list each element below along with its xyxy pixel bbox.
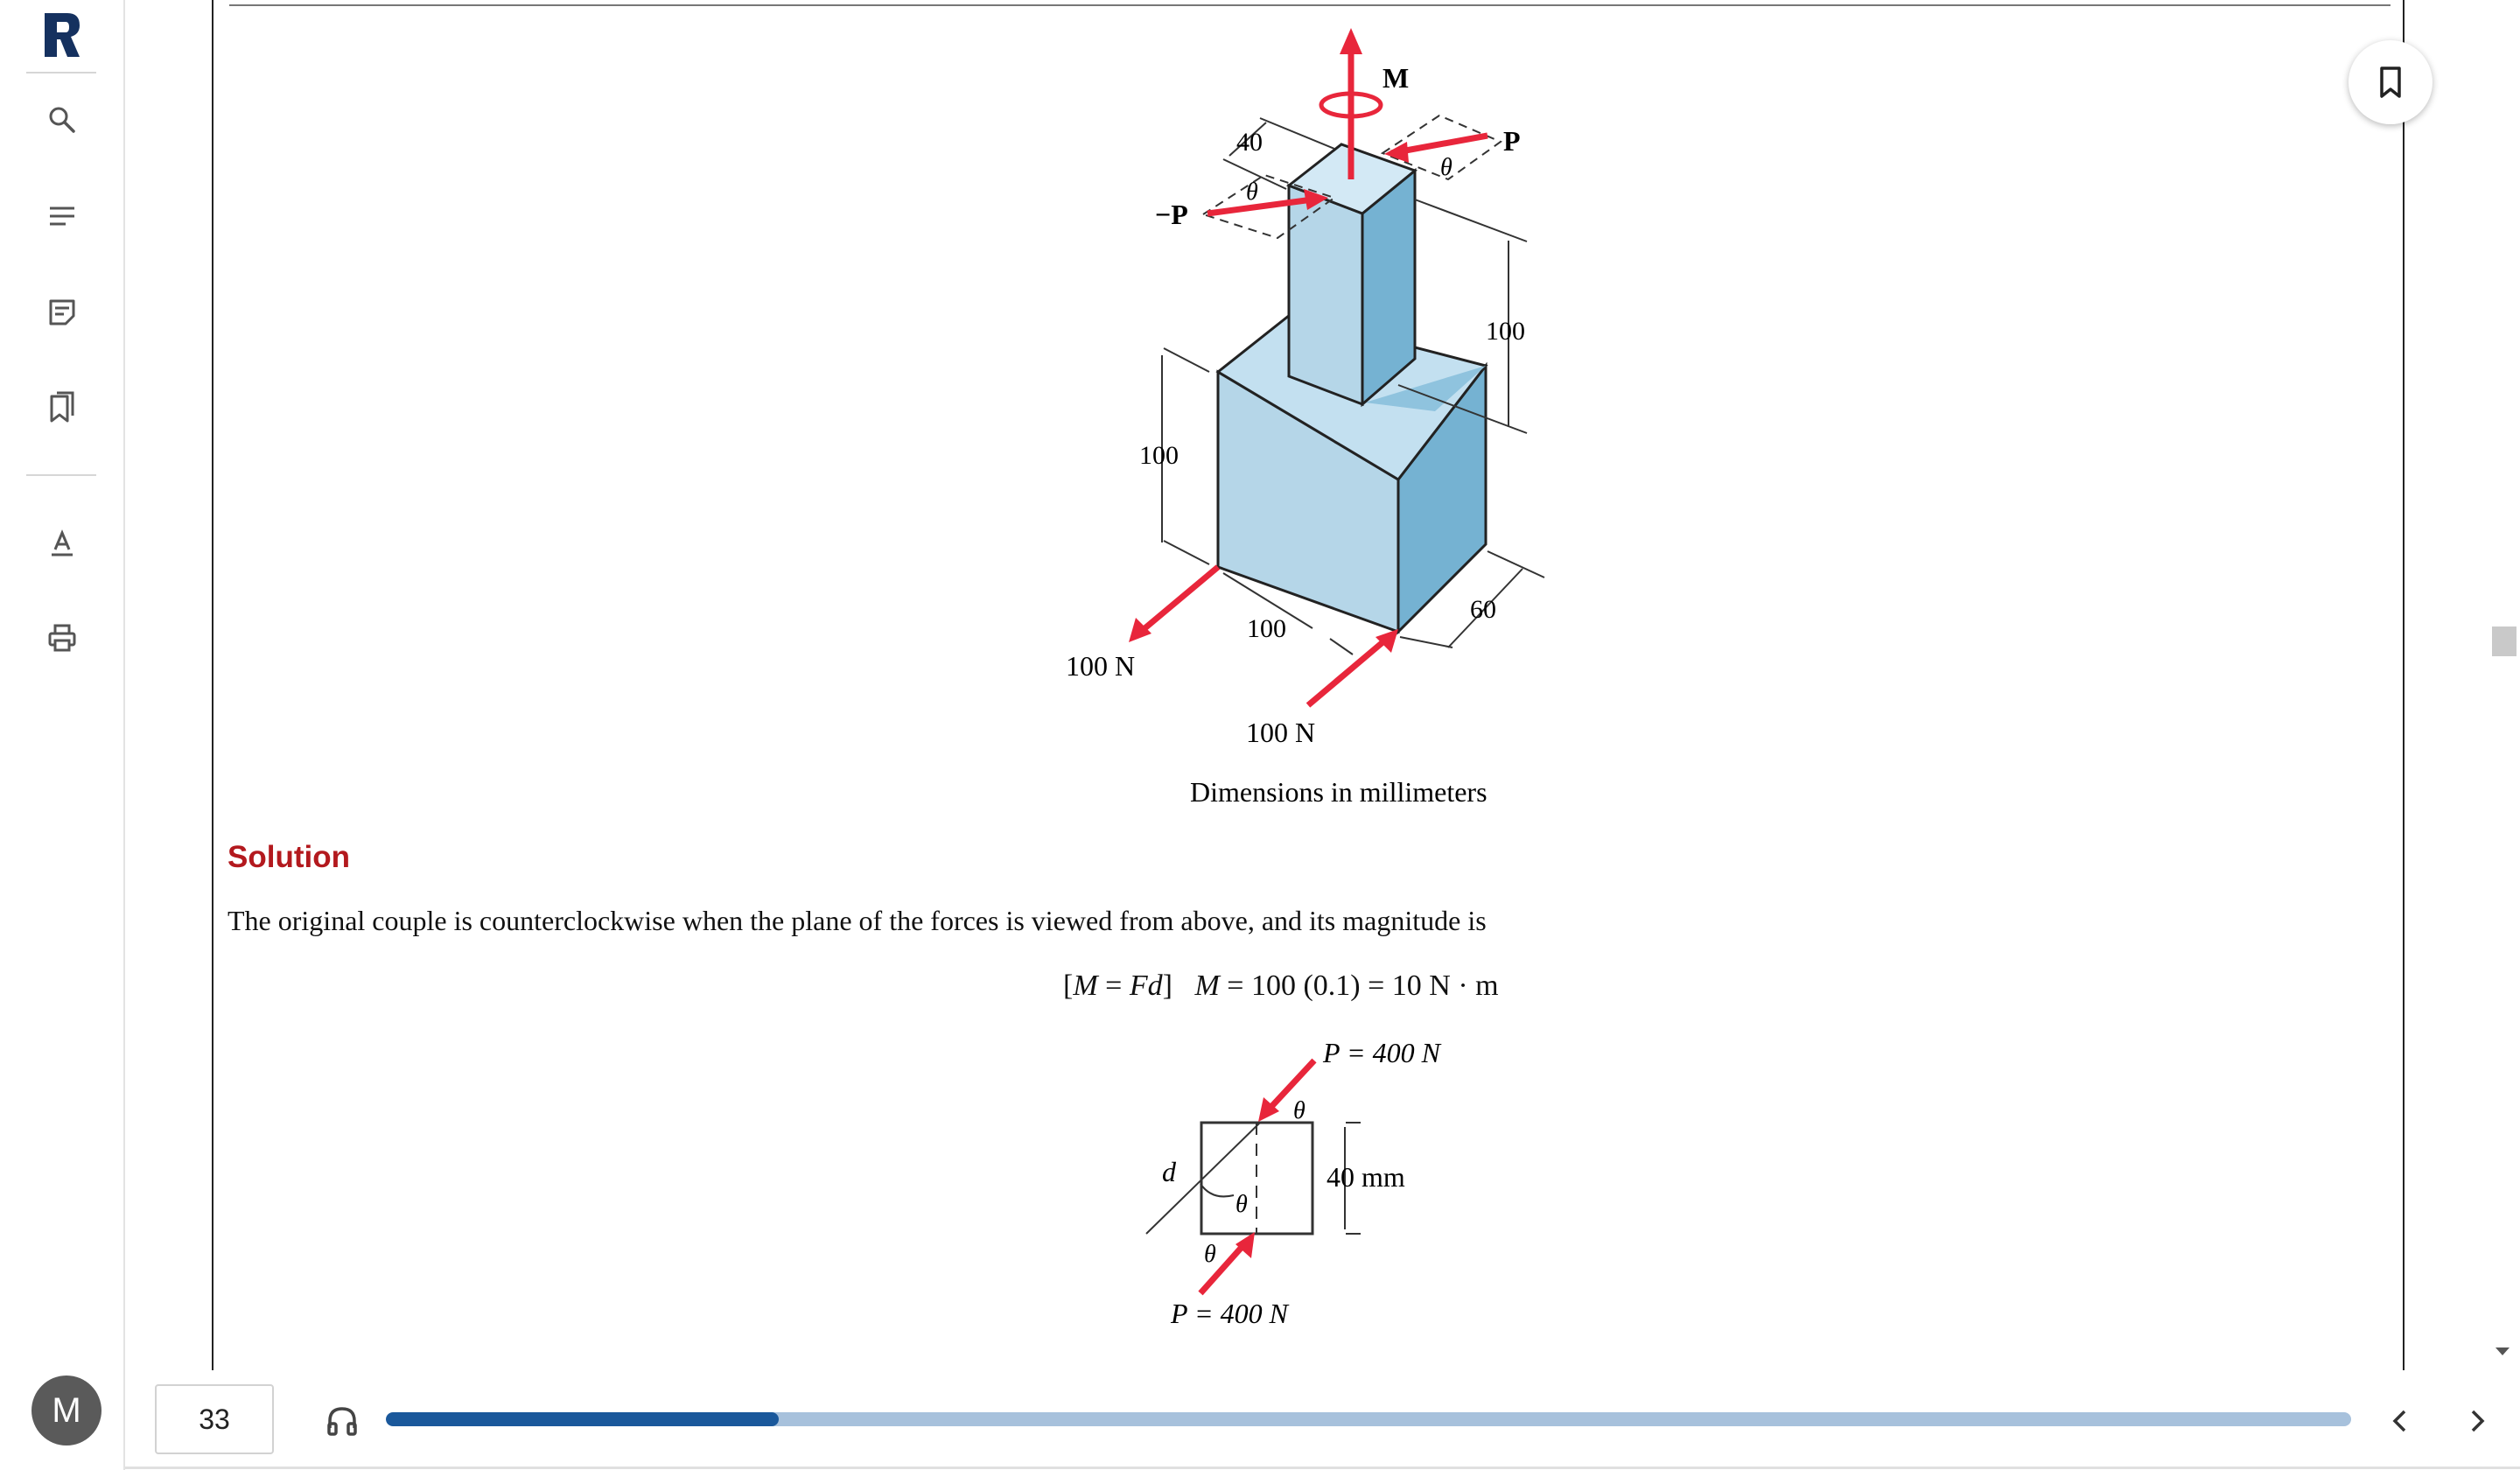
- dimension-100-right: 100: [1486, 317, 1525, 346]
- brand-logo-icon[interactable]: [32, 4, 93, 65]
- avatar[interactable]: M: [32, 1376, 102, 1446]
- scroll-down-arrow-icon[interactable]: [2496, 1348, 2510, 1355]
- eq-rest: = 100 (0.1) = 10 N · m: [1219, 970, 1499, 1002]
- headphones-icon[interactable]: [318, 1396, 367, 1446]
- bookmarks-icon[interactable]: [32, 376, 93, 438]
- dimension-40mm: 40 mm: [1326, 1161, 1405, 1193]
- reading-progress-bar[interactable]: [386, 1412, 2351, 1426]
- solution-heading: Solution: [228, 840, 350, 874]
- sidebar-divider: [26, 474, 96, 476]
- dimension-40: 40: [1236, 128, 1263, 157]
- chevron-right-icon[interactable]: [2453, 1396, 2502, 1446]
- reading-progress-fill: [386, 1412, 779, 1426]
- theta-label-top-left: θ: [1246, 178, 1258, 206]
- scroll-thumb[interactable]: [2492, 626, 2516, 656]
- eq-m2: M: [1194, 970, 1220, 1002]
- theta-label-top-right: θ: [1440, 154, 1452, 181]
- text-size-icon[interactable]: [32, 513, 93, 574]
- chevron-left-icon[interactable]: [2376, 1396, 2425, 1446]
- page-number-input[interactable]: 33: [155, 1384, 274, 1454]
- d-label: d: [1162, 1156, 1176, 1187]
- print-icon[interactable]: [32, 607, 93, 668]
- eq-bracket-open: [: [1063, 970, 1074, 1002]
- eq-m: M: [1073, 970, 1098, 1002]
- force-label-left: 100 N: [1066, 650, 1136, 682]
- dimension-100-bottom: 100: [1247, 614, 1286, 643]
- force-neg-p-label: −P: [1155, 199, 1188, 230]
- theta-label-mid: θ: [1236, 1191, 1248, 1218]
- moment-label: M: [1382, 62, 1410, 94]
- figure-square-forces: [1129, 1024, 1488, 1339]
- dimension-100-left: 100: [1139, 441, 1179, 470]
- bottom-rule: [125, 1466, 2520, 1469]
- force-p-label: P: [1503, 125, 1521, 157]
- dimension-60: 60: [1470, 595, 1496, 624]
- force-label-bottom: 100 N: [1246, 717, 1316, 748]
- search-icon[interactable]: [32, 89, 93, 150]
- theta-label-bottom: θ: [1204, 1241, 1216, 1268]
- force-bottom-label: P = 400 N: [1171, 1298, 1288, 1329]
- eq-bracket-close: ]: [1162, 970, 1172, 1002]
- equation: [1063, 970, 1499, 1003]
- solution-paragraph: The original couple is counterclockwise when the plane of the forces is viewed from above, and its magnitude is: [228, 905, 1487, 936]
- sidebar-divider: [26, 72, 96, 74]
- sidebar: [0, 0, 125, 1470]
- eq-equals: =: [1097, 970, 1130, 1002]
- eq-fd: Fd: [1129, 970, 1163, 1002]
- vertical-scrollbar[interactable]: [2485, 0, 2520, 1370]
- figure-stepped-block: [1032, 18, 1628, 831]
- figure-caption: Dimensions in millimeters: [1190, 776, 1488, 808]
- page-rule: [229, 4, 2390, 6]
- theta-label-top: θ: [1293, 1097, 1306, 1124]
- force-top-label: P = 400 N: [1323, 1037, 1440, 1068]
- list-icon[interactable]: [32, 186, 93, 247]
- notes-icon[interactable]: [32, 282, 93, 343]
- bottom-bar: [125, 1370, 2520, 1470]
- upper-block-front: [1289, 186, 1362, 404]
- bookmark-icon: [2376, 65, 2404, 100]
- bookmark-button[interactable]: [2348, 40, 2432, 124]
